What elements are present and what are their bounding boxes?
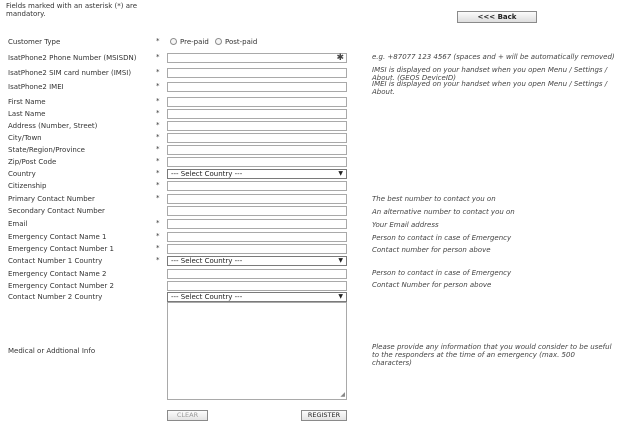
primary-contact-input[interactable]	[167, 194, 347, 204]
citizenship-input[interactable]	[167, 181, 347, 191]
email-label: Email	[8, 220, 28, 228]
last-name-input[interactable]	[167, 109, 347, 119]
address-input[interactable]	[167, 121, 347, 131]
imei-help: IMEI is displayed on your handset when you open Menu / Settings / About.	[372, 80, 608, 96]
required-asterisk: *	[156, 37, 160, 45]
last-name-label: Last Name	[8, 110, 46, 118]
first-name-input[interactable]	[167, 97, 347, 107]
required-asterisk: *	[156, 133, 160, 141]
imei-label: IsatPhone2 IMEI	[8, 83, 64, 91]
medical-info-label: Medical or Addtional Info	[8, 347, 96, 355]
email-help: Your Email address	[372, 221, 439, 229]
required-asterisk: *	[156, 194, 160, 202]
email-input[interactable]	[167, 219, 347, 229]
city-input[interactable]	[167, 133, 347, 143]
emergency-name-1-input[interactable]	[167, 232, 347, 242]
register-button[interactable]: REGISTER	[301, 410, 347, 421]
zip-input[interactable]	[167, 157, 347, 167]
required-asterisk: *	[156, 219, 160, 227]
dropdown-arrow-icon[interactable]: ▼	[338, 257, 343, 264]
required-asterisk: *	[156, 109, 160, 117]
required-asterisk: *	[156, 97, 160, 105]
select-value: --- Select Country ---	[171, 257, 243, 265]
secondary-contact-label: Secondary Contact Number	[8, 207, 105, 215]
mandatory-note: Fields marked with an asterisk (*) are mandatory.	[6, 2, 138, 18]
input-helper-icon[interactable]: ✱	[336, 53, 344, 63]
emergency-number-2-help: Contact Number for person above	[372, 281, 492, 289]
emergency-number-2-label: Emergency Contact Number 2	[8, 282, 114, 290]
required-asterisk: *	[156, 68, 160, 76]
required-asterisk: *	[156, 157, 160, 165]
imei-input[interactable]	[167, 82, 347, 92]
dropdown-arrow-icon[interactable]: ▼	[338, 170, 343, 177]
imsi-input[interactable]	[167, 68, 347, 78]
msisdn-help: e.g. +87077 123 4567 (spaces and + will be automatically removed)	[372, 53, 615, 61]
emergency-name-2-label: Emergency Contact Name 2	[8, 270, 107, 278]
secondary-contact-help: An alternative number to contact you on	[372, 208, 515, 216]
contact-country-1-label: Contact Number 1 Country	[8, 257, 103, 265]
required-asterisk: *	[156, 256, 160, 264]
select-value: --- Select Country ---	[171, 293, 243, 301]
country-select[interactable]	[167, 169, 347, 179]
postpaid-radio[interactable]	[215, 38, 222, 45]
first-name-label: First Name	[8, 98, 46, 106]
state-label: State/Region/Province	[8, 146, 85, 154]
clear-button[interactable]: CLEAR	[167, 410, 208, 421]
prepaid-label: Pre-paid	[180, 38, 209, 46]
medical-info-help: Please provide any information that you would consider to be useful to the responders at the time of an emergency (max. 500 characters)	[372, 343, 612, 367]
required-asterisk: *	[156, 181, 160, 189]
select-value: --- Select Country ---	[171, 170, 243, 178]
contact-country-2-select[interactable]	[167, 292, 347, 302]
contact-country-2-label: Contact Number 2 Country	[8, 293, 103, 301]
medical-info-textarea[interactable]	[167, 302, 347, 400]
emergency-name-1-label: Emergency Contact Name 1	[8, 233, 107, 241]
msisdn-label: IsatPhone2 Phone Number (MSISDN)	[8, 54, 137, 62]
msisdn-input[interactable]	[167, 53, 347, 63]
zip-label: Zip/Post Code	[8, 158, 57, 166]
required-asterisk: *	[156, 232, 160, 240]
emergency-number-1-help: Contact number for person above	[372, 246, 491, 254]
emergency-number-1-input[interactable]	[167, 244, 347, 254]
citizenship-label: Citizenship	[8, 182, 47, 190]
required-asterisk: *	[156, 53, 160, 61]
dropdown-arrow-icon[interactable]: ▼	[338, 293, 343, 300]
secondary-contact-input[interactable]	[167, 206, 347, 216]
postpaid-label: Post-paid	[225, 38, 258, 46]
primary-contact-help: The best number to contact you on	[372, 195, 496, 203]
emergency-name-1-help: Person to contact in case of Emergency	[372, 234, 512, 242]
customer-type-label: Customer Type	[8, 38, 61, 46]
required-asterisk: *	[156, 244, 160, 252]
contact-country-1-select[interactable]	[167, 256, 347, 266]
state-input[interactable]	[167, 145, 347, 155]
required-asterisk: *	[156, 82, 160, 90]
required-asterisk: *	[156, 121, 160, 129]
emergency-name-2-input[interactable]	[167, 269, 347, 279]
city-label: City/Town	[8, 134, 42, 142]
resize-grip-icon[interactable]: ◢	[340, 391, 345, 398]
required-asterisk: *	[156, 145, 160, 153]
emergency-number-1-label: Emergency Contact Number 1	[8, 245, 114, 253]
imsi-label: IsatPhone2 SIM card number (IMSI)	[8, 69, 132, 77]
back-button[interactable]: <<< Back	[457, 11, 537, 23]
prepaid-radio[interactable]	[170, 38, 177, 45]
emergency-number-2-input[interactable]	[167, 281, 347, 291]
primary-contact-label: Primary Contact Number	[8, 195, 95, 203]
imsi-help: IMSI is displayed on your handset when you open Menu / Settings / About. (GEOS DeviceID)	[372, 66, 608, 82]
required-asterisk: *	[156, 169, 160, 177]
country-label: Country	[8, 170, 36, 178]
emergency-name-2-help: Person to contact in case of Emergency	[372, 269, 512, 277]
address-label: Address (Number, Street)	[8, 122, 98, 130]
